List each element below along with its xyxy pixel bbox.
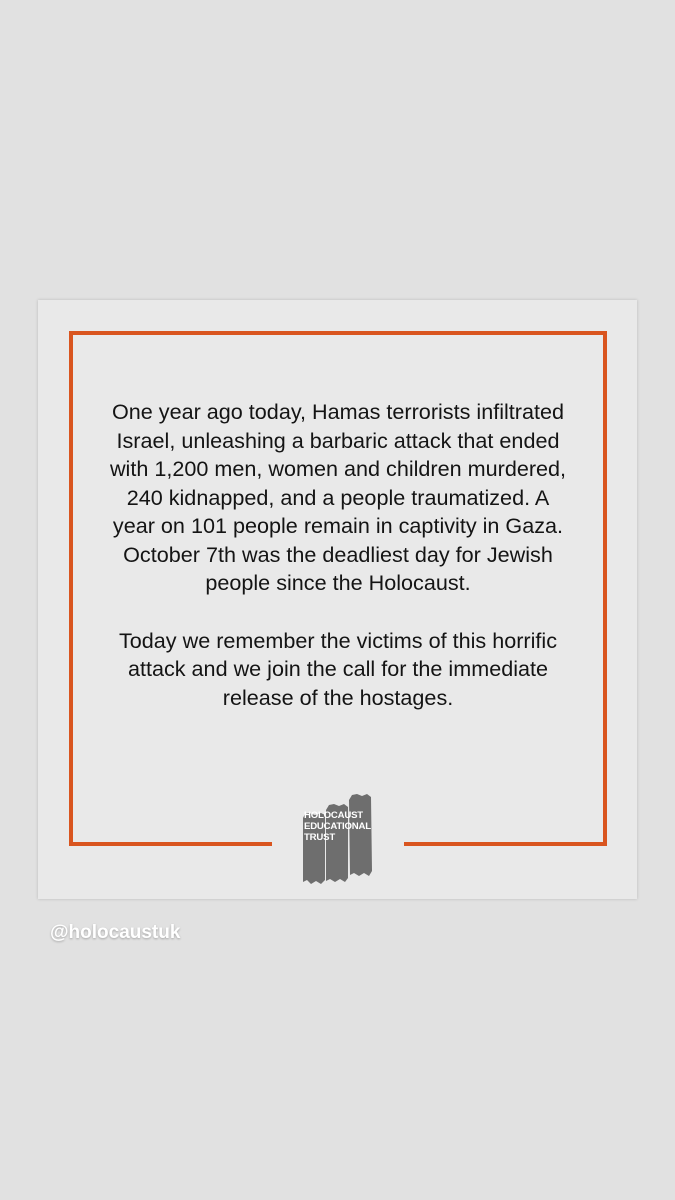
account-mention[interactable]: @holocaustuk [50, 922, 181, 943]
frame-top-border [69, 331, 606, 335]
statement-paragraph-2: Today we remember the victims of this horrific attack and we join the call for the immediate release of the hostages. [118, 627, 557, 710]
logo-line-3: TRUST [304, 832, 335, 843]
frame-right-border [603, 331, 607, 846]
post-card [38, 300, 637, 899]
logo-text [304, 810, 376, 843]
statement-paragraph-1: One year ago today, Hamas terrorists infiltrated Israel, unleashing a barbaric attack that ended with 1,200 men, women and children murdered, 240 kidnapped, and a people traumatized. A year on 101 people remain in captivity in Gaza. October 7th was the deadliest day for Jewish people since the Holocaust. [109, 399, 567, 595]
frame-bottom-left-border [69, 842, 272, 846]
logo-line-1: HOLOCAUST [304, 810, 363, 821]
holocaust-educational-trust-logo [301, 792, 375, 887]
frame-bottom-right-border [404, 842, 607, 846]
statement-text [108, 398, 568, 712]
logo-line-2: EDUCATIONAL [304, 821, 371, 832]
frame-left-border [69, 331, 73, 846]
